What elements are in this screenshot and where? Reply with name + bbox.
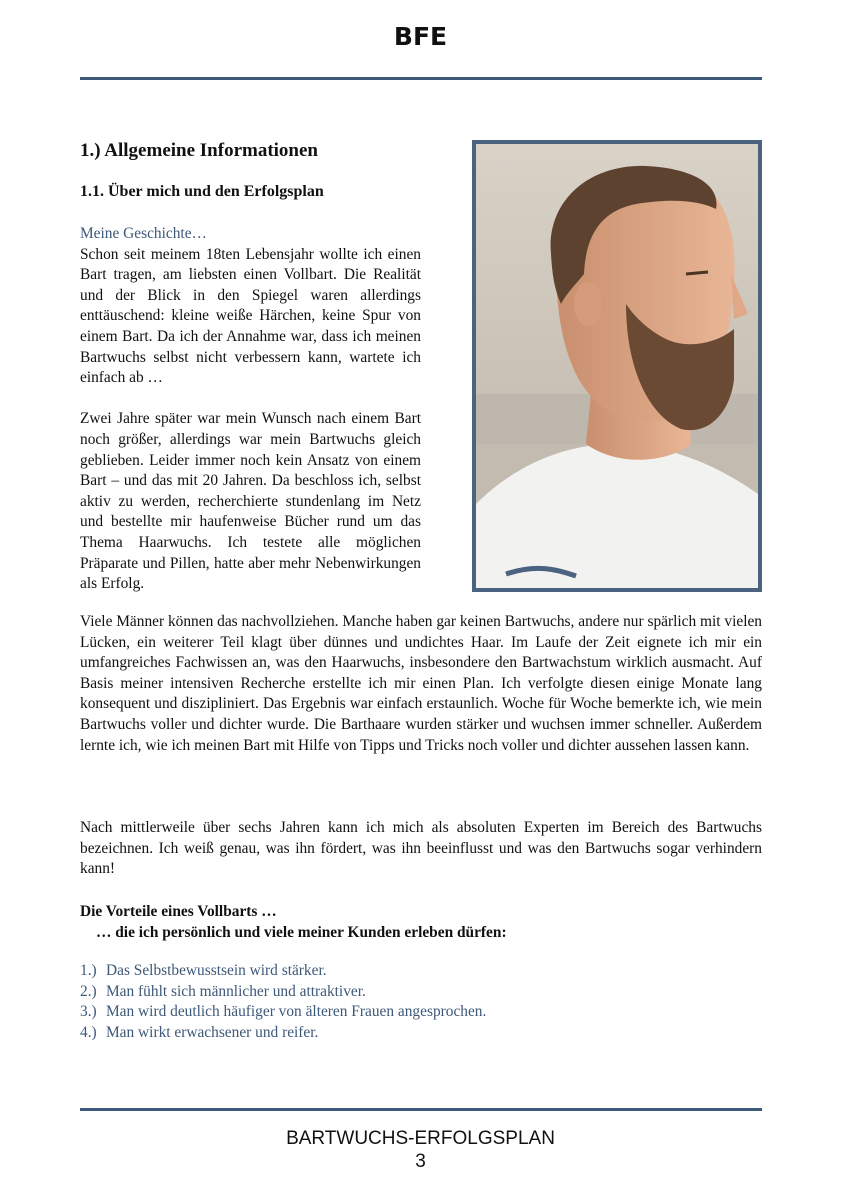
story-paragraph-2: Zwei Jahre später war mein Wunsch nach einem Bart noch größer, allerdings war mein Bartwuchs gleich geblieben. Leider immer noch kein Ansatz von einem Bart – und das mit 20 Jahren. Da beschloss ich, selbst aktiv zu werden, recherchierte stundenlang im Netz und bestellte mir haufenweise Bücher rund um das Thema Haarwuchs. Ich testete alle möglichen Präparate und Pillen, hatte aber mehr Nebenwirkungen als Erfolg.: [80, 410, 421, 593]
benefits-list: [80, 961, 486, 1043]
list-item: [80, 982, 486, 1003]
list-item-text: Man fühlt sich männlicher und attraktiver.: [106, 982, 366, 1000]
portrait-photo-icon: [476, 144, 758, 588]
section-subheading: 1.1. Über mich und den Erfolgsplan: [80, 183, 324, 200]
section-heading: 1.) Allgemeine Informationen: [80, 140, 319, 161]
benefits-heading: [80, 902, 507, 943]
header-divider: [80, 77, 762, 80]
list-item: [80, 1023, 486, 1044]
paragraph-1-text: Schon seit meinem 18ten Lebensjahr wollte ich einen Bart tragen, am liebsten einen Vollbart. Die Realität und der Blick in den Spiegel waren allerdings enttäuschend: kleine weiße Härchen, keine Spur von einem Bart. Da ich der Annahme war, dass ich meinen Bartwuchs selbst nicht verbessern kann, wartete ich einfach ab …: [80, 245, 421, 387]
page-header-title: BFE: [393, 22, 448, 51]
list-item-number: 4.): [80, 1023, 97, 1041]
footer-title: BARTWUCHS-ERFOLGSPLAN: [286, 1128, 555, 1149]
list-item-number: 2.): [80, 982, 97, 1000]
list-item: [80, 1002, 486, 1023]
benefits-subtitle: … die ich persönlich und viele meiner Kunden erleben dürfen:: [96, 923, 507, 941]
paragraph-3: Viele Männer können das nachvollziehen. Manche haben gar keinen Bartwuchs, andere nur spärlich mit vielen Lücken, ein weiterer Teil klagt über dünnes und undichtes Haar. Im Laufe der Zeit eignete ich mir ein umfangreiches Fachwissen an, was den Haarwuchs, insbesondere den Bartwachstum wirklich ausmacht. Auf Basis meiner intensiven Recherche erstellte ich mir einen Plan. Ich verfolgte diesen einige Monate lang konsequent und diszipliniert. Das Ergebnis war einfach erstaunlich. Woche für Woche bemerkte ich, wie mein Bartwuchs voller und dichter wurde. Die Barthaare wurden stärker und wuchsen immer schneller. Außerdem lernte ich, wie ich meinen Bart mit Hilfe von Tipps und Tricks noch voller und dichter aussehen lassen kann.: [80, 613, 762, 754]
page-number: 3: [415, 1151, 426, 1172]
list-item-number: 3.): [80, 1003, 97, 1021]
list-item: [80, 961, 486, 982]
portrait-photo: [472, 140, 762, 592]
list-item-text: Man wirkt erwachsener und reifer.: [106, 1023, 319, 1041]
paragraph-4: Nach mittlerweile über sechs Jahren kann ich mich als absoluten Experten im Bereich des Bartwuchs bezeichnen. Ich weiß genau, was ihn fördert, was ihn beeinflusst und was den Bartwuchs sogar verhindern kann!: [80, 819, 762, 878]
list-item-number: 1.): [80, 962, 97, 979]
benefits-title: Die Vorteile eines Vollbarts …: [80, 903, 277, 920]
story-paragraph-1: [80, 224, 421, 389]
story-label: Meine Geschichte…: [80, 225, 207, 242]
story-column: [80, 224, 421, 595]
list-item-text: Man wird deutlich häufiger von älteren Frauen angesprochen.: [106, 1003, 487, 1021]
footer-divider: [80, 1108, 762, 1111]
list-item-text: Das Selbstbewusstsein wird stärker.: [106, 962, 327, 979]
